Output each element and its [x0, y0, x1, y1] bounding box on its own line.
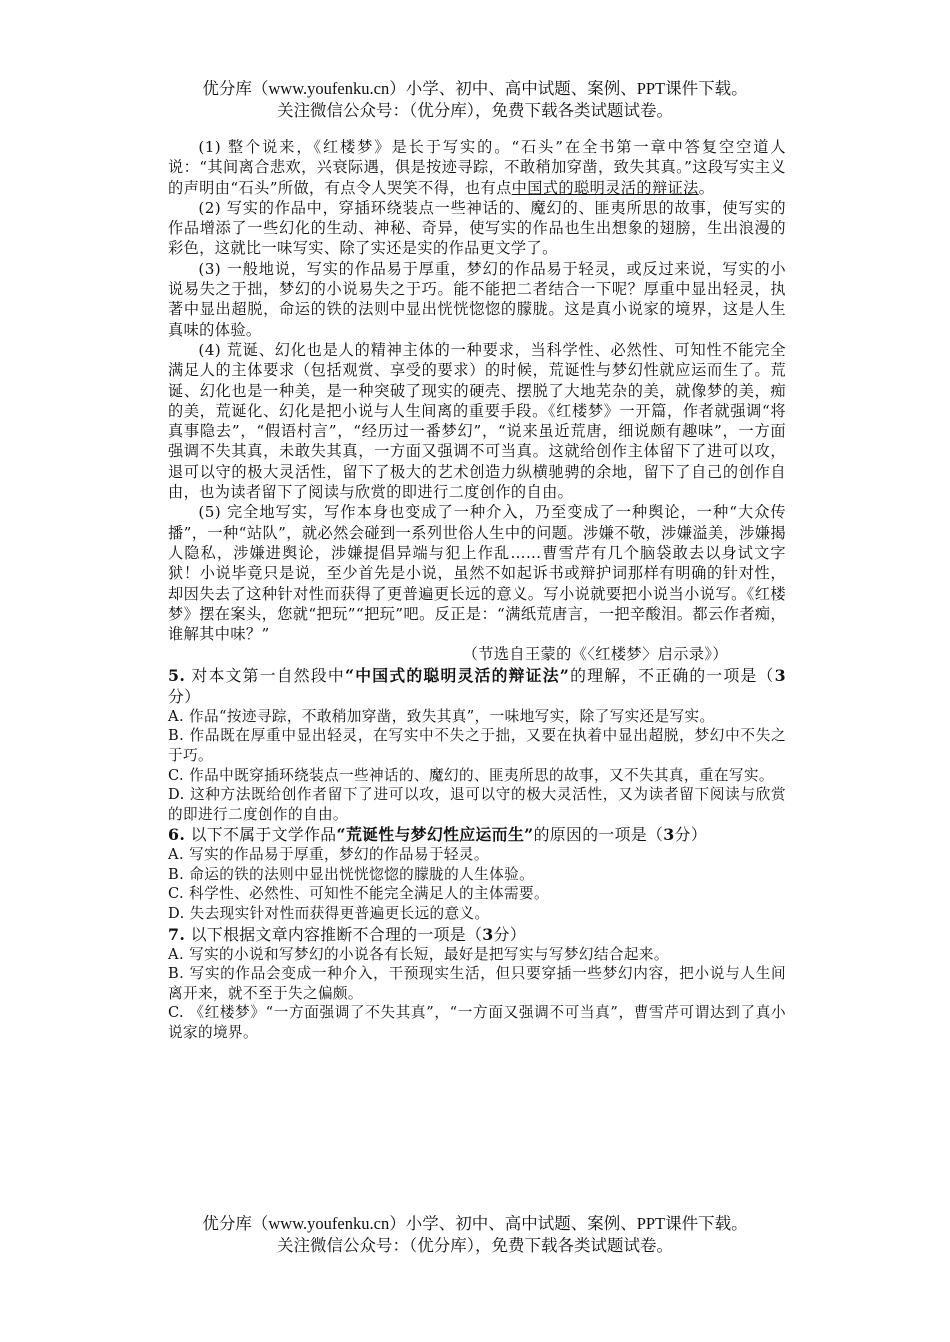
header-line-1: 优分库（www.youfenku.cn）小学、初中、高中试题、案例、PPT课件下载。	[202, 79, 748, 98]
question-5-option-a: A. 作品“按迹寻踪，不敢稍加穿凿，致失其真”，一味地写实，除了写实还是写实。	[168, 707, 715, 725]
question-5-option-b: B. 作品既在厚重中显出轻灵，在写实中不失之于拙，又要在执着中显出超脱，梦幻中不失之于巧。	[168, 727, 786, 764]
question-5: 5. 对本文第一自然段中“中国式的聪明灵活的辩证法”的理解，不正确的一项是（3分）	[168, 665, 786, 706]
document-body	[168, 137, 786, 1043]
question-7-option-c: C. 《红楼梦》“一方面强调了不失其真”，“一方面又强调不可当真”，曹雪芹可谓达到了真小说家的境界。	[168, 1004, 786, 1042]
question-6-option-a: A. 写实的作品易于厚重，梦幻的作品易于轻灵。	[168, 846, 489, 864]
question-6: 6. 以下不属于文学作品“荒诞性与梦幻性应运而生”的原因的一项是（3分）	[168, 825, 708, 845]
question-7-option-a: A. 写实的小说和写梦幻的小说各有长短，最好是把写实与写梦幻结合起来。	[168, 945, 669, 963]
underlined-phrase: 中国式的聪明灵活的辩证法	[511, 178, 699, 197]
paragraph-4: (4) 荒诞、幻化也是人的精神主体的一种要求，当科学性、必然性、可知性不能完全满足人的主体要求（包括观赏、享受的要求）的时候，荒诞性与梦幻性就应运而生了。荒诞、幻化也是一种美，是一种突破了现实的硬壳、摆脱了大地芜杂的美，就像梦的美，痴的美，荒诞化、幻化是把小说与人生间离的重要手段。《红楼梦》一开篇，作者就强调“将真事隐去”，“假语村言”，“经历过一番梦幻”，“说来虽近荒唐，细说颇有趣味”，一方面强调不失其真，未敢失其真，一方面又强调不可当真。这就给创作主体留下了进可以攻，退可以守的极大灵活性，留下了极大的艺术创造力纵横驰骋的余地，留下了自己的创作自由，也为读者留下了阅读与欣赏的即进行二度创作的自由。	[168, 340, 786, 502]
question-7: 7. 以下根据文章内容推断不合理的一项是（3分）	[168, 924, 527, 944]
question-6-option-d: D. 失去现实针对性而获得更普遍更长远的意义。	[168, 905, 490, 923]
footer-line-1: 优分库（www.youfenku.cn）小学、初中、高中试题、案例、PPT课件下载。	[202, 1214, 748, 1233]
footer-line-2: 关注微信公众号：（优分库），免费下载各类试题试卷。	[277, 1236, 673, 1255]
question-6-option-b: B. 命运的铁的法则中显出恍恍惚惚的朦胧的人生体验。	[168, 865, 535, 883]
paragraph-1: (1) 整个说来，《红楼梦》是长于写实的。“石头”在全书第一章中答复空空道人说：“其间离合悲欢，兴衰际遇，俱是按迹寻踪，不敢稍加穿凿，致失其真。”这段写实主义的声明由“石头”所做，有点令人哭笑不得，也有点中国式的聪明灵活的辩证法。	[168, 138, 786, 197]
page-footer	[0, 1213, 950, 1257]
paragraph-3: (3) 一般地说，写实的作品易于厚重，梦幻的作品易于轻灵，或反过来说，写实的小说易失之于拙，梦幻的小说易失之于巧。能不能把二者结合一下呢？厚重中显出轻灵，执著中显出超脱，命运的铁的法则中显出恍恍惚惚的朦胧。这是真小说家的境界，这是人生真味的体验。	[168, 259, 786, 339]
question-6-option-c: C. 科学性、必然性、可知性不能完全满足人的主体需要。	[168, 885, 549, 903]
question-7-option-b: B. 写实的作品会变成一种介入，干预现实生活，但只要穿插一些梦幻内容，把小说与人生间离开来，就不至于失之偏颇。	[168, 965, 786, 1002]
source-citation: （节选自王蒙的《〈红楼梦〉启示录》）	[462, 645, 728, 664]
paragraph-2: (2) 写实的作品中，穿插环绕装点一些神话的、魔幻的、匪夷所思的故事，使写实的作品增添了一些幻化的生动、神秘、奇异，使写实的作品也生出想象的翅膀，生出浪漫的彩色，这就比一味写实、除了实还是实的作品更文学了。	[168, 198, 786, 258]
question-5-option-c: C. 作品中既穿插环绕装点一些神话的、魔幻的、匪夷所思的故事，又不失其真，重在写实。	[168, 766, 774, 784]
header-line-2: 关注微信公众号：（优分库），免费下载各类试题试卷。	[277, 101, 673, 120]
question-5-option-d: D. 这种方法既给创作者留下了进可以攻，退可以守的极大灵活性，又为读者留下阅读与欣赏的即进行二度创作的自由。	[168, 786, 786, 823]
paragraph-5: (5) 完全地写实，写作本身也变成了一种介入，乃至变成了一种舆论，一种“大众传播”，一种“站队”，就必然会碰到一系列世俗人生中的问题。涉嫌不敬，涉嫌溢美，涉嫌揭人隐私，涉嫌进舆论，涉嫌提倡异端与犯上作乱……曹雪芹有几个脑袋敢去以身试文字狱！小说毕竟只是说，至少首先是小说，虽然不如起诉书或辩护词那样有明确的针对性，却因失去了这种针对性而获得了更普遍更长远的意义。写小说就要把小说当小说写。《红楼梦》摆在案头，您就“把玩”“把玩”吧。反正是：“满纸荒唐言，一把辛酸泪。都云作者痴，谁解其中味？”	[168, 503, 786, 644]
page-header	[0, 78, 950, 122]
